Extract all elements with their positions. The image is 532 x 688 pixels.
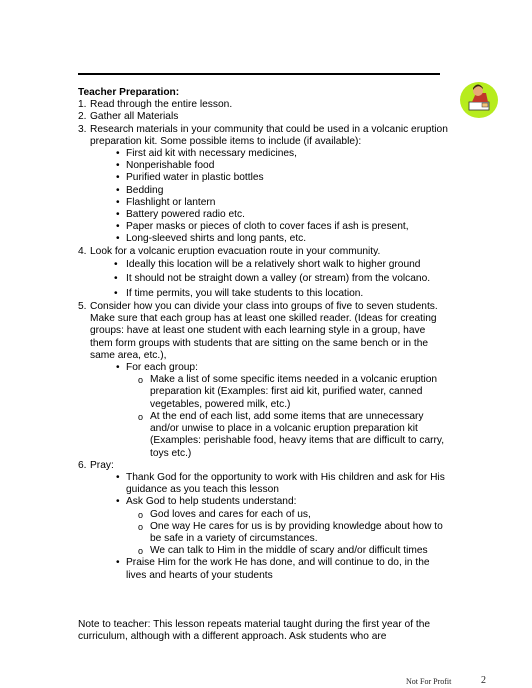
header-rule xyxy=(78,73,440,75)
list-item: • Nonperishable food xyxy=(116,160,215,172)
step-number: 3. xyxy=(78,123,87,135)
sub-list-item: o We can talk to Him in the middle of scary and/or difficult times xyxy=(138,545,428,557)
section-heading: Teacher Preparation: xyxy=(78,87,180,98)
step-5 xyxy=(78,301,450,362)
list-item: • Flashlight or lantern xyxy=(116,196,216,208)
page-number: 2 xyxy=(481,675,486,686)
note-to-teacher: Note to teacher: This lesson repeats material taught during the first year of the curriculum, although with a different approach. Ask students who are xyxy=(78,619,431,643)
list-item: • Long-sleeved shirts and long pants, etc. xyxy=(116,233,307,245)
step-3 xyxy=(78,124,450,148)
step-number: 6. xyxy=(78,459,87,471)
bullet-icon: • xyxy=(116,209,120,221)
circle-bullet-icon: o xyxy=(138,546,144,557)
sub-list-item: o At the end of each list, add some items that are unnecessary and/or unwise to place in a volcanic eruption preparation kit (Examples: perishable food, heavy items that are difficult to carry, toys etc.) xyxy=(138,410,445,459)
step-text: Gather all Materials xyxy=(90,111,179,123)
step-number: 5. xyxy=(78,301,87,313)
step-text: Research materials in your community that could be used in a volcanic eruption preparation kit. Some possible items to include (if available): xyxy=(90,123,448,147)
bullet-icon: • xyxy=(114,258,118,270)
circle-bullet-icon: o xyxy=(138,509,144,520)
list-item: • It should not be straight down a valley (or stream) from the volcano. xyxy=(78,272,450,286)
step-text: Read through the entire lesson. xyxy=(90,99,233,111)
sub-list-item: o Make a list of some specific items needed in a volcanic eruption preparation kit (Examples: first aid kit, purified water, canned vegetables, powered milk, etc.) xyxy=(138,374,438,410)
bullet-icon: • xyxy=(116,471,120,483)
circle-bullet-icon: o xyxy=(138,521,144,532)
list-item: • Thank God for the opportunity to work with His children and ask for His guidance as you teach this lesson xyxy=(116,471,445,496)
bullet-icon: • xyxy=(114,287,118,299)
list-item: • Ask God to help students understand: xyxy=(116,496,297,508)
step-2 xyxy=(78,111,450,123)
bullet-icon: • xyxy=(116,362,120,374)
bullet-icon: • xyxy=(116,184,120,196)
step-text: Look for a volcanic eruption evacuation route in your community. xyxy=(90,245,381,257)
step-1 xyxy=(78,99,450,111)
footer-text: Not For Profit xyxy=(406,677,452,686)
list-item: • If time permits, you will take students to this location. xyxy=(78,287,450,301)
list-item: • Paper masks or pieces of cloth to cover faces if ash is present, xyxy=(116,221,409,233)
list-item: • Purified water in plastic bottles xyxy=(116,172,264,184)
bullet-icon: • xyxy=(116,172,120,184)
bullet-icon: • xyxy=(116,557,120,569)
list-item: • Battery powered radio etc. xyxy=(116,209,245,221)
list-item: • First aid kit with necessary medicines, xyxy=(116,148,297,160)
list-item: • Ideally this location will be a relatively short walk to higher ground xyxy=(78,258,450,272)
bullet-icon: • xyxy=(116,196,120,208)
step-text: Consider how you can divide your class into groups of five to seven students. Make sure that each group has at least one skilled reader. (Ideas for creating groups: have at least one student with each learning style in a group, have them form groups with students that are sitting on the same bench or in the same area, etc.), xyxy=(90,301,438,361)
teacher-preparation-section xyxy=(78,87,450,582)
bullet-icon: • xyxy=(116,221,120,233)
sub-list-item: o God loves and cares for each of us, xyxy=(138,508,311,520)
step-number: 1. xyxy=(78,99,87,111)
bullet-icon: • xyxy=(114,273,118,285)
list-item: • Bedding xyxy=(116,184,164,196)
step-text: Pray: xyxy=(90,459,114,471)
step-number: 4. xyxy=(78,245,87,257)
bullet-icon: • xyxy=(116,148,120,160)
bullet-icon: • xyxy=(116,233,120,245)
step-6 xyxy=(78,460,450,472)
list-item: • For each group: xyxy=(116,362,198,374)
student-reading-clipart-icon xyxy=(458,80,500,120)
list-item: • Praise Him for the work He has done, and will continue to do, in the lives and hearts of your students xyxy=(116,557,430,581)
circle-bullet-icon: o xyxy=(138,411,144,422)
step-number: 2. xyxy=(78,111,87,123)
step-4 xyxy=(78,246,450,258)
bullet-icon: • xyxy=(116,496,120,508)
sub-list-item: o One way He cares for us is by providing knowledge about how to be safe in a variety of circumstances. xyxy=(138,520,443,544)
bullet-icon: • xyxy=(116,160,120,172)
circle-bullet-icon: o xyxy=(138,375,144,386)
